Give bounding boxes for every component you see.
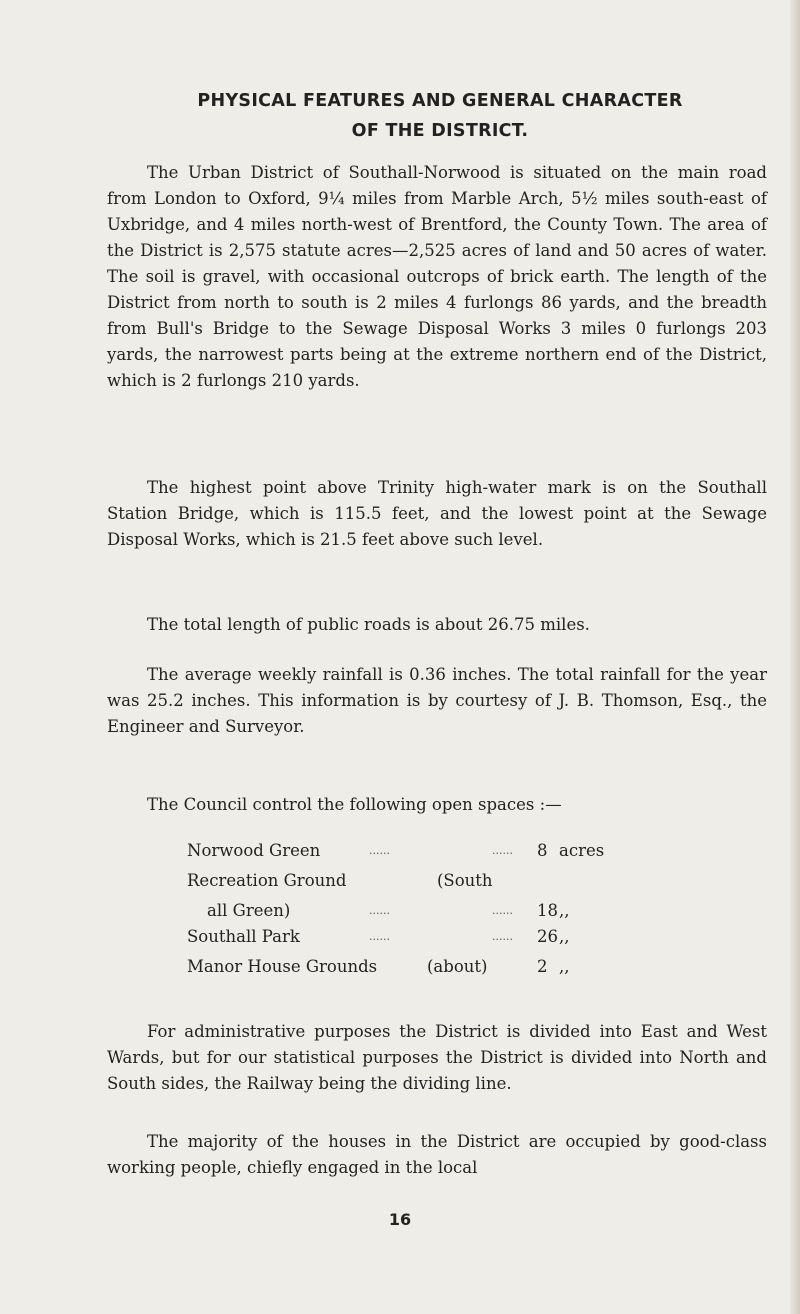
- space-unit: ,,: [559, 901, 570, 920]
- leader-dots: ......: [369, 904, 390, 917]
- title-line-1: PHYSICAL FEATURES AND GENERAL CHARACTER: [197, 91, 683, 111]
- space-note: (about): [427, 957, 488, 976]
- paragraph-open-spaces-intro: The Council control the following open spaces :—: [147, 795, 562, 814]
- space-acres: 2: [537, 957, 548, 976]
- space-acres: 8: [537, 841, 548, 860]
- list-item: [187, 868, 667, 924]
- space-name: Manor House Grounds: [187, 957, 378, 976]
- space-unit: acres: [559, 841, 605, 860]
- paragraph-location: The Urban District of Southall-Norwood is situated on the main road from London to Oxford, 9¼ miles from Marble Arch, 5½ miles south-east of Uxbridge, and 4 miles north-west of Brentford, the County Town. The area of the District is 2,575 statute acres—2,525 acres of land and 50 acres of water. The soil is gravel, with occasional outcrops of brick earth. The length of the District from north to south is 2 miles 4 furlongs 86 yards, and the breadth from Bull's Bridge to the Sewage Disposal Works 3 miles 0 furlongs 203 yards, the narrowest parts being at the extreme northern end of the District, which is 2 furlongs 210 yards.: [107, 163, 767, 390]
- space-name: Southall Park: [187, 927, 300, 946]
- space-unit: ,,: [559, 957, 570, 976]
- space-name: Recreation Ground: [187, 871, 347, 890]
- title-line-2: OF THE DISTRICT.: [351, 121, 529, 141]
- leader-dots: ......: [369, 930, 390, 943]
- leader-dots: ......: [492, 844, 513, 857]
- space-acres: 26: [537, 927, 558, 946]
- paragraph-elevation: The highest point above Trinity high-water mark is on the Southall Station Bridge, which is 115.5 feet, and the lowest point at the Sewage Disposal Works, which is 21.5 feet above such level.: [107, 478, 767, 549]
- paragraph-roads: The total length of public roads is about 26.75 miles.: [147, 615, 590, 634]
- list-item: [187, 954, 667, 984]
- page-number: 16: [388, 1210, 412, 1229]
- space-unit: ,,: [559, 927, 570, 946]
- open-spaces-list: [187, 838, 667, 984]
- space-name: Norwood Green: [187, 841, 321, 860]
- list-item: [187, 924, 667, 954]
- paragraph-housing: The majority of the houses in the District are occupied by good-class working people, chiefly engaged in the local: [107, 1132, 767, 1177]
- page-title: [100, 86, 780, 146]
- page-edge: [790, 0, 800, 1314]
- space-acres: 18: [537, 901, 558, 920]
- list-item: [187, 838, 667, 868]
- leader-dots: ......: [492, 904, 513, 917]
- leader-dots: ......: [492, 930, 513, 943]
- paragraph-wards: For administrative purposes the District is divided into East and West Wards, but for our statistical purposes the District is divided into North and South sides, the Railway being the dividing line.: [107, 1022, 767, 1093]
- space-name-continued: all Green): [207, 901, 291, 920]
- leader-dots: ......: [369, 844, 390, 857]
- space-name-paren: (South: [437, 871, 493, 890]
- paragraph-rainfall: The average weekly rainfall is 0.36 inches. The total rainfall for the year was 25.2 inches. This information is by courtesy of J. B. Thomson, Esq., the Engineer and Surveyor.: [107, 665, 767, 736]
